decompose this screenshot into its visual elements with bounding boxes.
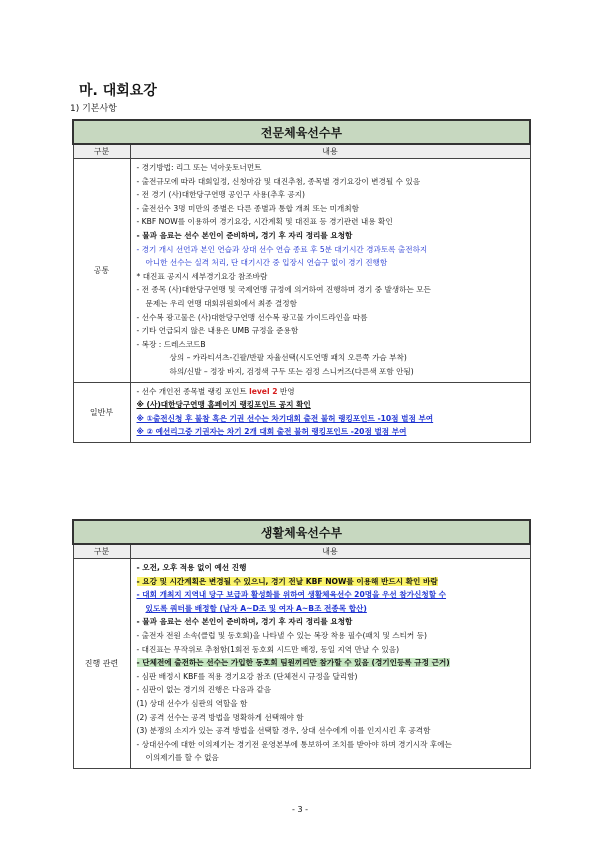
amateur-banner: 생활체육선수부 — [73, 520, 530, 544]
amateur-table — [72, 519, 531, 769]
content-line: - 선수복 광고물은 (사)대한당구연맹 선수복 광고물 가이드라인을 따름 — [136, 312, 368, 322]
ranking-suffix: 반영 — [277, 386, 295, 396]
content-line: - 심판이 없는 경기의 진행은 다음과 같음 — [136, 685, 272, 695]
row-label-operation: 진행 관련 — [73, 559, 130, 769]
content-line: (1) 상대 선수가 심판의 역할을 함 — [136, 698, 248, 708]
content-line: 아니한 선수는 실격 처리, 단 대기시간 중 입장시 연습구 없이 경기 진행함 — [145, 258, 388, 268]
content-line: 상의 – 카라티셔츠-긴팔/반팔 자율선택(시도연맹 패치 오른쪽 가슴 부착) — [169, 353, 407, 363]
notice-line: ※ ①출전신청 후 불참 혹은 기권 선수는 차기대회 출전 불허 랭킹포인트 -10점 벌점 부여 — [136, 413, 434, 423]
content-line: 있도록 쿼터를 배정함 (남자 A~D조 및 여자 A~B조 전종목 합산) — [145, 603, 367, 613]
content-line: - 전 경기 (사)대한당구연맹 공인구 사용(추후 공지) — [136, 190, 305, 200]
content-line: - 경기 개시 선언과 본인 연습과 상대 선수 연습 종료 후 5분 대기시간 경과토록 출전하지 — [136, 244, 428, 254]
row-label-common: 공통 — [73, 159, 130, 383]
content-line: - 대회 개최지 지역내 당구 보급과 활성화를 위하여 생활체육선수 20명을 우선 참가신청할 수 — [136, 590, 447, 600]
content-line: 하의/신발 – 정장 바지, 검정색 구두 또는 검정 스니커즈(다른색 포함 안됨) — [169, 366, 414, 376]
content-line: - 출전규모에 따라 대회일정, 신청마감 및 대진추첨, 종목별 경기요강이 변경될 수 있음 — [136, 176, 421, 186]
content-line: - 경기방법: 리그 또는 넉아웃토너먼트 — [136, 163, 262, 172]
content-line: - KBF NOW를 이용하여 경기요강, 시간계획 및 대진표 등 경기관련 내용 확인 — [136, 217, 393, 227]
content-line: - 상대선수에 대한 이의제기는 경기전 운영본부에 통보하여 조치를 받아야 하며 경기시작 후에는 — [136, 739, 452, 749]
content-line: (2) 공격 선수는 공격 방법을 명확하게 선택해야 함 — [136, 712, 304, 722]
section-subheading: 1) 기본사항 — [70, 104, 117, 114]
content-line: 이의제기를 할 수 없음 — [145, 753, 219, 763]
col-category-header: 구분 — [73, 544, 130, 559]
content-line: (3) 분쟁의 소지가 있는 공격 방법을 선택할 경우, 상대 선수에게 이를 인지시킨 후 공격함 — [136, 726, 431, 736]
level-text: level 2 — [249, 386, 278, 396]
row-label-general: 일반부 — [73, 382, 130, 442]
highlighted-text: - 요강 및 시간계획은 변경될 수 있으니, 경기 전날 KBF NOW를 이용해 반드시 확인 바람 — [136, 576, 438, 586]
content-line: - 출전자 전원 소속(클럽 및 동호회)을 나타낼 수 있는 복장 착용 필수(패치 및 스티커 등) — [136, 630, 427, 640]
content-line: * 대진표 공지시 세부경기요강 참조바람 — [136, 271, 268, 281]
content-line: - 오전, 오후 적용 없이 예선 진행 — [136, 563, 247, 572]
ranking-point-line — [137, 385, 524, 399]
content-line: 문제는 우리 연맹 대회위원회에서 최종 결정함 — [145, 298, 297, 308]
content-line: - 심판 배정시 KBF를 적용 경기요강 참조 (단체전시 규정을 달리함) — [136, 671, 358, 681]
highlighted-text: - 단체전에 출전하는 선수는 가입한 동호회 팀원끼리만 참가할 수 있음 (경기인등록 규정 근거) — [136, 658, 450, 668]
content-line: - 물과 음료는 선수 본인이 준비하며, 경기 후 자리 정리를 요청함 — [136, 230, 353, 240]
elite-table — [72, 119, 531, 443]
general-content — [130, 382, 530, 442]
content-line: - 물과 음료는 선수 본인이 준비하며, 경기 후 자리 정리를 요청함 — [136, 617, 353, 627]
content-line: - 복장 : 드레스코드B — [136, 339, 206, 349]
ranking-text: - 선수 개인전 종목별 랭킹 포인트 — [136, 386, 250, 396]
section-heading: 마. 대회요강 — [79, 83, 157, 99]
col-content-header: 내용 — [130, 144, 530, 159]
operation-content — [130, 559, 530, 769]
content-line — [137, 656, 524, 670]
page-number: - 3 - — [292, 805, 308, 814]
content-line: - 대진표는 무작위로 추첨함(1회전 동호회 시드만 배정, 동일 지역 만날 수 있음) — [136, 644, 400, 654]
common-content — [130, 159, 530, 383]
notice-line: ※ ② 예선리그중 기권자는 차기 2개 대회 출전 불허 랭킹포인트 -20점 벌점 부여 — [136, 427, 407, 437]
notice-line: ※ (사)대한당구연맹 홈페이지 랭킹포인트 공지 확인 — [136, 400, 311, 410]
elite-banner: 전문체육선수부 — [73, 120, 530, 144]
col-content-header: 내용 — [130, 544, 530, 559]
content-line — [137, 575, 524, 589]
col-category-header: 구분 — [73, 144, 130, 159]
content-line: - 출전선수 3명 미만의 종별은 다른 종별과 통합 개최 또는 미개최함 — [136, 203, 359, 213]
content-line: - 전 종목 (사)대한당구연맹 및 국제연맹 규정에 의거하여 진행하며 경기 중 발생하는 모든 — [136, 285, 431, 295]
content-line: - 기타 언급되지 않은 내용은 UMB 규정을 준용함 — [136, 326, 299, 336]
